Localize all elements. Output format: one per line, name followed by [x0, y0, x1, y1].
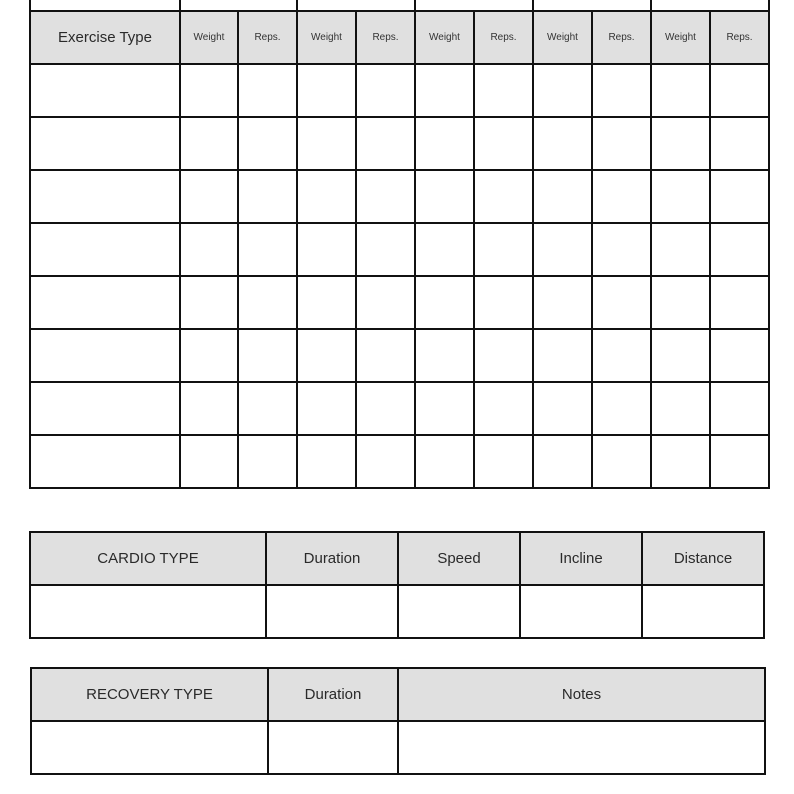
cardio-distance-cell[interactable] — [642, 585, 764, 638]
reps-cell[interactable] — [356, 329, 415, 382]
exercise-name-cell[interactable] — [30, 382, 180, 435]
reps-cell[interactable] — [592, 382, 651, 435]
reps-cell[interactable] — [238, 329, 297, 382]
weight-cell[interactable] — [180, 117, 238, 170]
weight-cell[interactable] — [533, 382, 592, 435]
reps-cell[interactable] — [356, 223, 415, 276]
reps-header: Reps. — [356, 11, 415, 64]
reps-cell[interactable] — [238, 435, 297, 488]
reps-cell[interactable] — [474, 329, 533, 382]
exercise-entry-row — [30, 329, 769, 382]
weight-cell[interactable] — [297, 435, 356, 488]
recovery-header-row — [31, 668, 765, 721]
reps-cell[interactable] — [238, 64, 297, 117]
weight-cell[interactable] — [180, 223, 238, 276]
cardio-header-row — [30, 532, 764, 585]
reps-cell[interactable] — [474, 382, 533, 435]
recovery-entry-row — [31, 721, 765, 774]
weight-cell[interactable] — [297, 170, 356, 223]
cardio-duration-cell[interactable] — [266, 585, 398, 638]
weight-cell[interactable] — [651, 64, 710, 117]
reps-header: Reps. — [238, 11, 297, 64]
exercise-name-cell[interactable] — [30, 117, 180, 170]
weight-header: Weight — [180, 11, 238, 64]
reps-cell[interactable] — [592, 64, 651, 117]
weight-header: Weight — [533, 11, 592, 64]
weight-cell[interactable] — [533, 223, 592, 276]
reps-cell[interactable] — [592, 329, 651, 382]
weight-cell[interactable] — [297, 382, 356, 435]
reps-cell[interactable] — [238, 223, 297, 276]
reps-cell[interactable] — [356, 170, 415, 223]
reps-cell[interactable] — [238, 276, 297, 329]
weight-cell[interactable] — [415, 117, 474, 170]
strength-log-table — [29, 0, 770, 489]
reps-cell[interactable] — [356, 435, 415, 488]
exercise-name-cell[interactable] — [30, 435, 180, 488]
cardio-log-table — [29, 531, 765, 639]
cardio-duration-header: Duration — [266, 532, 398, 585]
reps-cell[interactable] — [710, 117, 769, 170]
reps-cell[interactable] — [710, 382, 769, 435]
recovery-duration-cell[interactable] — [268, 721, 398, 774]
reps-header: Reps. — [710, 11, 769, 64]
weight-cell[interactable] — [180, 276, 238, 329]
cardio-type-cell[interactable] — [30, 585, 266, 638]
cardio-distance-header: Distance — [642, 532, 764, 585]
reps-header: Reps. — [592, 11, 651, 64]
reps-cell[interactable] — [592, 223, 651, 276]
reps-cell[interactable] — [710, 64, 769, 117]
reps-cell[interactable] — [592, 435, 651, 488]
weight-cell[interactable] — [180, 170, 238, 223]
reps-cell[interactable] — [474, 117, 533, 170]
set-label-cell[interactable] — [180, 0, 297, 11]
weight-cell[interactable] — [415, 223, 474, 276]
weight-cell[interactable] — [651, 329, 710, 382]
reps-cell[interactable] — [710, 170, 769, 223]
reps-cell[interactable] — [238, 382, 297, 435]
weight-cell[interactable] — [180, 64, 238, 117]
exercise-entry-row — [30, 64, 769, 117]
cardio-entry-row — [30, 585, 764, 638]
cardio-speed-cell[interactable] — [398, 585, 520, 638]
recovery-notes-header: Notes — [398, 668, 765, 721]
recovery-type-header: RECOVERY TYPE — [31, 668, 268, 721]
exercise-name-cell[interactable] — [30, 64, 180, 117]
exercise-name-cell[interactable] — [30, 276, 180, 329]
weight-cell[interactable] — [651, 223, 710, 276]
reps-cell[interactable] — [238, 170, 297, 223]
exercise-name-cell[interactable] — [30, 170, 180, 223]
reps-cell[interactable] — [356, 276, 415, 329]
weight-cell[interactable] — [533, 170, 592, 223]
reps-cell[interactable] — [710, 276, 769, 329]
top-partial-row — [30, 0, 769, 11]
strength-header-row — [30, 11, 769, 64]
weight-cell[interactable] — [297, 276, 356, 329]
exercise-entry-row — [30, 170, 769, 223]
set-label-cell[interactable] — [297, 0, 415, 11]
reps-cell[interactable] — [238, 117, 297, 170]
recovery-log-table — [30, 667, 766, 775]
recovery-notes-cell[interactable] — [398, 721, 765, 774]
weight-cell[interactable] — [297, 329, 356, 382]
set-label-cell[interactable] — [533, 0, 651, 11]
weight-header: Weight — [651, 11, 710, 64]
reps-cell[interactable] — [356, 382, 415, 435]
reps-cell[interactable] — [710, 223, 769, 276]
reps-cell[interactable] — [592, 170, 651, 223]
table-cell[interactable] — [30, 0, 180, 11]
reps-cell[interactable] — [474, 170, 533, 223]
cardio-incline-header: Incline — [520, 532, 642, 585]
set-label-cell[interactable] — [415, 0, 533, 11]
reps-cell[interactable] — [710, 329, 769, 382]
weight-cell[interactable] — [180, 382, 238, 435]
weight-header: Weight — [297, 11, 356, 64]
reps-cell[interactable] — [592, 276, 651, 329]
weight-cell[interactable] — [651, 382, 710, 435]
reps-cell[interactable] — [592, 117, 651, 170]
cardio-incline-cell[interactable] — [520, 585, 642, 638]
exercise-type-header: Exercise Type — [30, 11, 180, 64]
exercise-entry-row — [30, 117, 769, 170]
weight-cell[interactable] — [297, 64, 356, 117]
weight-cell[interactable] — [533, 276, 592, 329]
exercise-entry-row — [30, 223, 769, 276]
weight-cell[interactable] — [651, 170, 710, 223]
reps-cell[interactable] — [474, 435, 533, 488]
weight-cell[interactable] — [415, 435, 474, 488]
weight-cell[interactable] — [297, 117, 356, 170]
weight-header: Weight — [415, 11, 474, 64]
weight-cell[interactable] — [651, 117, 710, 170]
weight-cell[interactable] — [651, 276, 710, 329]
set-label-cell[interactable] — [651, 0, 769, 11]
reps-cell[interactable] — [474, 64, 533, 117]
exercise-name-cell[interactable] — [30, 329, 180, 382]
weight-cell[interactable] — [533, 117, 592, 170]
weight-cell[interactable] — [533, 435, 592, 488]
reps-cell[interactable] — [474, 223, 533, 276]
recovery-type-cell[interactable] — [31, 721, 268, 774]
exercise-entry-row — [30, 435, 769, 488]
exercise-name-cell[interactable] — [30, 223, 180, 276]
weight-cell[interactable] — [180, 329, 238, 382]
exercise-entry-row — [30, 382, 769, 435]
exercise-entry-row — [30, 276, 769, 329]
weight-cell[interactable] — [297, 223, 356, 276]
weight-cell[interactable] — [651, 435, 710, 488]
reps-header: Reps. — [474, 11, 533, 64]
weight-cell[interactable] — [533, 64, 592, 117]
cardio-type-header: CARDIO TYPE — [30, 532, 266, 585]
weight-cell[interactable] — [415, 329, 474, 382]
reps-cell[interactable] — [356, 64, 415, 117]
reps-cell[interactable] — [474, 276, 533, 329]
recovery-duration-header: Duration — [268, 668, 398, 721]
reps-cell[interactable] — [710, 435, 769, 488]
weight-cell[interactable] — [533, 329, 592, 382]
cardio-speed-header: Speed — [398, 532, 520, 585]
reps-cell[interactable] — [356, 117, 415, 170]
weight-cell[interactable] — [415, 276, 474, 329]
weight-cell[interactable] — [415, 382, 474, 435]
weight-cell[interactable] — [415, 64, 474, 117]
weight-cell[interactable] — [180, 435, 238, 488]
weight-cell[interactable] — [415, 170, 474, 223]
